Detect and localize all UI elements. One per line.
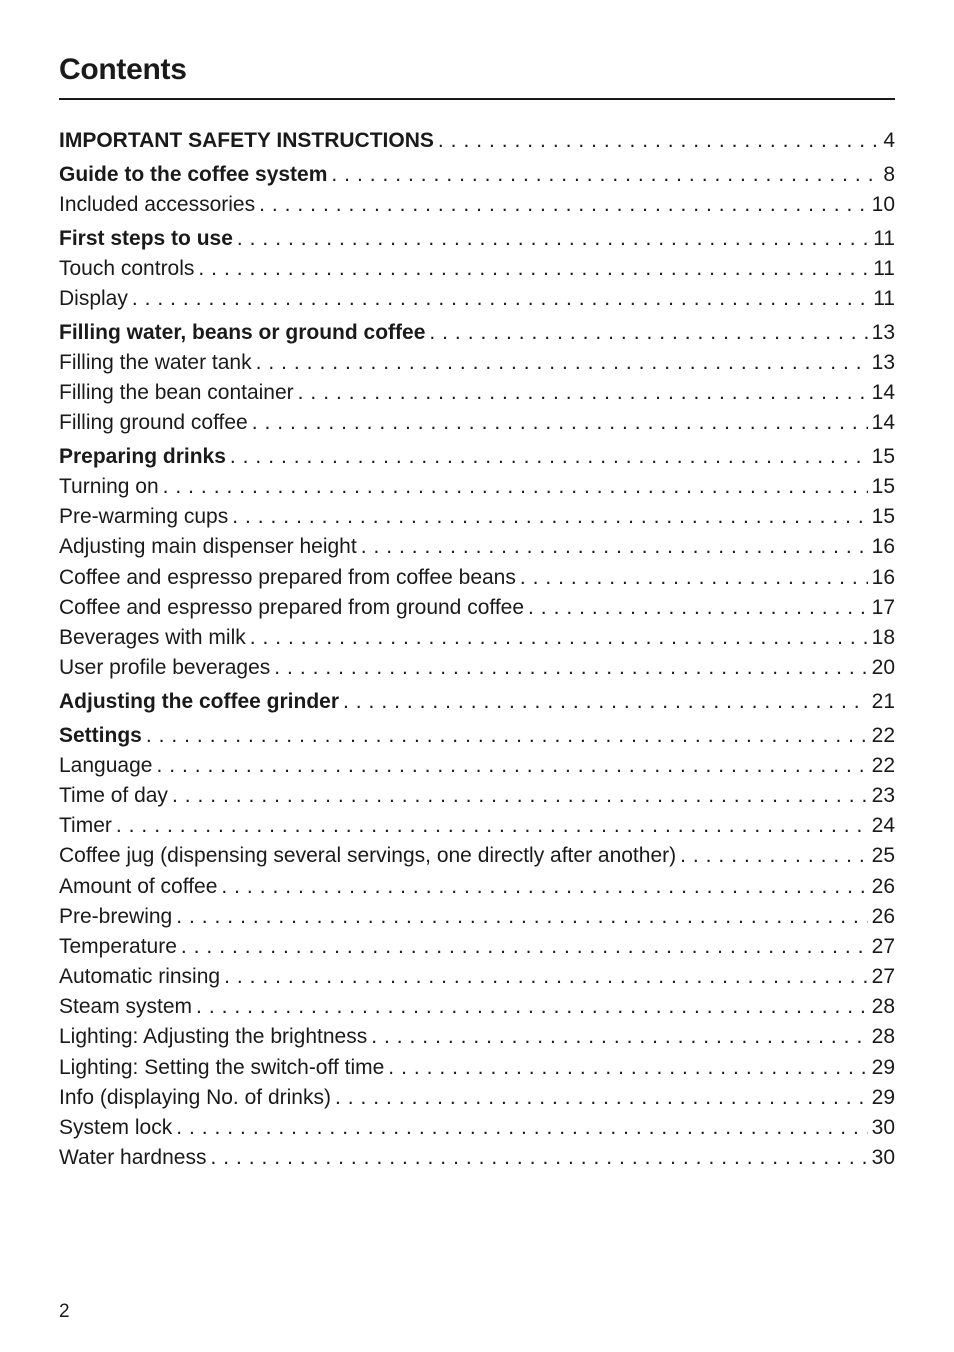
- title-divider: [59, 98, 895, 100]
- toc-entry-page-number: 23: [871, 783, 895, 807]
- dot-leader: [339, 687, 868, 717]
- dot-leader: [367, 1022, 867, 1052]
- toc-entry-page-number: 14: [871, 411, 895, 435]
- toc-entry[interactable]: [59, 962, 895, 992]
- toc-section-heading[interactable]: [59, 224, 895, 254]
- toc-entry[interactable]: [59, 872, 895, 902]
- toc-entry[interactable]: [59, 190, 895, 220]
- dot-leader: [246, 623, 868, 653]
- toc-section-heading[interactable]: [59, 687, 895, 717]
- toc-entry-page-number: 11: [873, 256, 895, 280]
- dot-leader: [172, 1113, 867, 1143]
- toc-entry-page-number: 15: [871, 505, 895, 529]
- dot-leader: [524, 593, 868, 623]
- dot-leader: [177, 932, 868, 962]
- toc-entry-page-number: 29: [871, 1055, 895, 1079]
- dot-leader: [248, 408, 868, 438]
- toc-entry-page-number: 30: [871, 1116, 895, 1139]
- dot-leader: [252, 348, 868, 378]
- toc-entry-label: Lighting: Setting the switch-off time: [59, 1055, 385, 1079]
- toc-entry-label: Touch controls: [59, 256, 195, 280]
- toc-entry-page-number: 29: [871, 1085, 895, 1109]
- dot-leader: [294, 378, 868, 408]
- toc-entry-label: Timer: [59, 814, 112, 838]
- toc-entry[interactable]: [59, 653, 895, 683]
- toc-entry-label: Filling ground coffee: [59, 411, 248, 435]
- toc-entry[interactable]: [59, 781, 895, 811]
- toc-entry-label: Time of day: [59, 783, 168, 807]
- toc-entry[interactable]: [59, 1113, 895, 1143]
- toc-entry-page-number: 18: [871, 626, 895, 649]
- toc-entry-page-number: 28: [871, 995, 895, 1019]
- toc-section-heading[interactable]: [59, 126, 895, 156]
- toc-entry-label: Lighting: Adjusting the brightness: [59, 1025, 368, 1049]
- toc-entry[interactable]: [59, 472, 895, 502]
- toc-entry-page-number: 4: [883, 129, 895, 152]
- toc-entry[interactable]: [59, 593, 895, 623]
- dot-leader: [220, 962, 868, 992]
- page-number: 2: [59, 1301, 70, 1322]
- dot-leader: [676, 841, 868, 871]
- toc-entry[interactable]: [59, 932, 895, 962]
- toc-entry[interactable]: [59, 563, 895, 593]
- toc-entry[interactable]: [59, 284, 895, 314]
- dot-leader: [112, 811, 868, 841]
- toc-entry-label: Temperature: [59, 934, 177, 958]
- toc-entry-label: Included accessories: [59, 192, 256, 216]
- toc-entry-label: Filling the water tank: [59, 350, 252, 374]
- toc-entry-page-number: 27: [871, 965, 895, 989]
- toc-entry-page-number: 28: [871, 1025, 895, 1049]
- toc-entry-label: Filling water, beans or ground coffee: [59, 320, 426, 344]
- toc-entry-label: System lock: [59, 1116, 173, 1139]
- toc-entry-label: Guide to the coffee system: [59, 162, 328, 186]
- toc-entry-page-number: 13: [871, 320, 895, 344]
- dot-leader: [206, 1143, 867, 1173]
- toc-entry[interactable]: [59, 1143, 895, 1173]
- dot-leader: [331, 1083, 868, 1113]
- dot-leader: [233, 224, 869, 254]
- toc-entry-page-number: 26: [871, 874, 895, 898]
- toc-entry-page-number: 30: [871, 1146, 895, 1170]
- toc-entry-page-number: 15: [871, 444, 895, 468]
- dot-leader: [142, 721, 868, 751]
- toc-entry-page-number: 15: [871, 475, 895, 499]
- toc-section-heading[interactable]: [59, 721, 895, 751]
- toc-entry-label: Display: [59, 286, 128, 310]
- toc-entry-label: Automatic rinsing: [59, 965, 221, 989]
- toc-entry[interactable]: [59, 623, 895, 653]
- toc-section-heading[interactable]: [59, 318, 895, 348]
- toc-entry-page-number: 22: [871, 723, 895, 747]
- toc-entry-label: Settings: [59, 723, 142, 747]
- dot-leader: [159, 472, 868, 502]
- toc-entry-label: Pre-warming cups: [59, 505, 229, 529]
- toc-section-heading[interactable]: [59, 160, 895, 190]
- toc-entry[interactable]: [59, 1022, 895, 1052]
- toc-section-heading[interactable]: [59, 442, 895, 472]
- toc-entry-label: Water hardness: [59, 1146, 207, 1170]
- dot-leader: [255, 190, 868, 220]
- toc-entry-label: First steps to use: [59, 226, 233, 250]
- dot-leader: [270, 653, 867, 683]
- dot-leader: [327, 160, 879, 190]
- toc-entry-label: IMPORTANT SAFETY INSTRUCTIONS: [59, 129, 434, 152]
- toc-entry-label: Adjusting the coffee grinder: [59, 689, 340, 713]
- dot-leader: [425, 318, 867, 348]
- toc-entry-label: Amount of coffee: [59, 874, 218, 898]
- dot-leader: [357, 532, 868, 562]
- dot-leader: [434, 126, 879, 156]
- toc-entry-page-number: 27: [871, 934, 895, 958]
- toc-entry-page-number: 14: [871, 381, 895, 404]
- toc-entry-page-number: 26: [871, 904, 895, 928]
- toc-entry[interactable]: [59, 408, 895, 438]
- toc-entry[interactable]: [59, 811, 895, 841]
- toc-entry-label: Coffee and espresso prepared from ground coffee: [59, 595, 525, 619]
- toc-entry-label: Beverages with milk: [59, 626, 246, 649]
- page-title: Contents: [59, 53, 187, 86]
- toc-entry[interactable]: [59, 841, 895, 871]
- toc-entry-page-number: 10: [871, 192, 895, 216]
- toc-entry[interactable]: [59, 1083, 895, 1113]
- toc-entry-page-number: 11: [873, 226, 895, 250]
- toc-entry-page-number: 8: [883, 162, 895, 186]
- toc-entry[interactable]: [59, 348, 895, 378]
- dot-leader: [516, 563, 868, 593]
- toc-entry-label: Pre-brewing: [59, 904, 173, 928]
- toc-entry-page-number: 20: [871, 656, 895, 680]
- toc-entry-label: Coffee and espresso prepared from coffee beans: [59, 565, 516, 589]
- toc-entry-page-number: 25: [871, 844, 895, 868]
- toc-entry[interactable]: [59, 751, 895, 781]
- toc-entry-label: Coffee jug (dispensing several servings, one directly after another): [59, 844, 677, 868]
- dot-leader: [228, 502, 867, 532]
- dot-leader: [172, 902, 867, 932]
- toc-entry-page-number: 22: [871, 753, 895, 777]
- toc-entry-page-number: 24: [871, 814, 895, 838]
- dot-leader: [194, 254, 869, 284]
- dot-leader: [384, 1053, 867, 1083]
- toc-entry-label: User profile beverages: [59, 656, 271, 680]
- toc-entry-label: Language: [59, 753, 153, 777]
- toc-entry-label: Steam system: [59, 995, 193, 1019]
- toc-entry-label: Turning on: [59, 475, 159, 499]
- toc-entry-page-number: 17: [871, 595, 895, 619]
- dot-leader: [192, 992, 868, 1022]
- dot-leader: [168, 781, 868, 811]
- toc-entry-label: Info (displaying No. of drinks): [59, 1085, 331, 1109]
- toc-entry-page-number: 21: [871, 689, 895, 713]
- toc-entry[interactable]: [59, 254, 895, 284]
- toc-entry-page-number: 16: [871, 535, 895, 559]
- toc-entry-page-number: 13: [871, 350, 895, 374]
- dot-leader: [226, 442, 868, 472]
- table-of-contents: [59, 126, 895, 1173]
- toc-entry[interactable]: [59, 532, 895, 562]
- toc-entry-page-number: 16: [871, 565, 895, 589]
- toc-entry-label: Filling the bean container: [59, 381, 294, 404]
- toc-entry-label: Adjusting main dispenser height: [59, 535, 357, 559]
- toc-entry-label: Preparing drinks: [59, 444, 226, 468]
- toc-entry[interactable]: [59, 378, 895, 408]
- toc-entry[interactable]: [59, 992, 895, 1022]
- toc-entry[interactable]: [59, 1053, 895, 1083]
- dot-leader: [152, 751, 867, 781]
- dot-leader: [217, 872, 867, 902]
- toc-entry[interactable]: [59, 902, 895, 932]
- dot-leader: [128, 284, 869, 314]
- toc-entry-page-number: 11: [873, 286, 895, 310]
- toc-entry[interactable]: [59, 502, 895, 532]
